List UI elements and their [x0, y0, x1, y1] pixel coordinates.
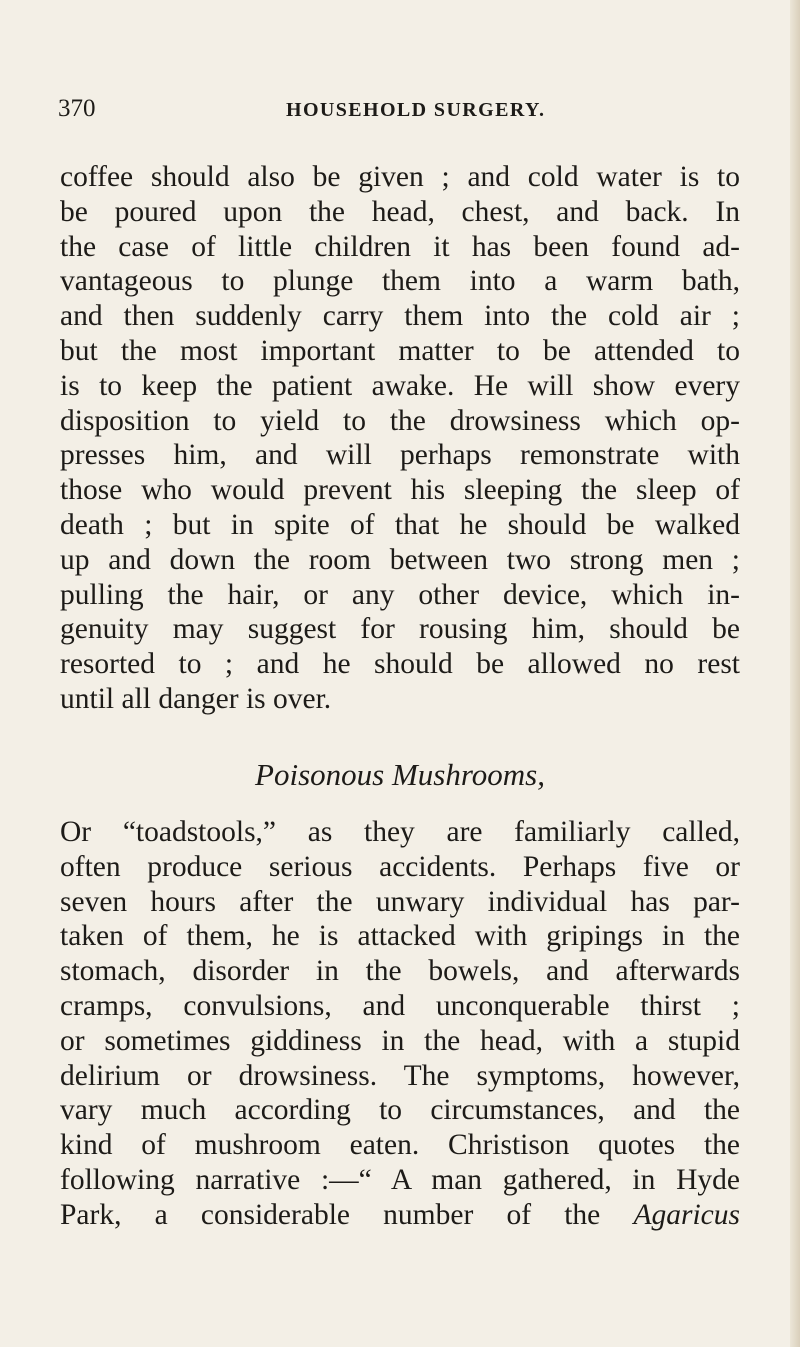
text-line: cramps, convulsions, and unconquerable thirst ; — [60, 989, 740, 1022]
text-line: coffee should also be given ; and cold water is to — [60, 161, 740, 193]
text-line: the case of little children it has been found ad- — [60, 230, 740, 263]
text-line: is to keep the patient awake. He will show every — [60, 369, 740, 402]
text-line: seven hours after the unwary individual has par- — [60, 885, 740, 918]
section-heading: Poisonous Mushrooms, — [255, 757, 545, 792]
text-line: Or “toadstools,” as they are familiarly called, — [60, 816, 740, 848]
italic-term: Agaricus — [633, 1198, 740, 1231]
paragraph-1 — [60, 160, 740, 717]
text-line: presses him, and will perhaps remonstrate with — [60, 439, 740, 472]
text-line: be poured upon the head, chest, and back. In — [60, 195, 740, 228]
text-line: pulling the hair, or any other device, which in- — [60, 578, 740, 611]
text-line: those who would prevent his sleeping the sleep of — [60, 474, 740, 507]
text-line: kind of mushroom eaten. Christison quotes the — [60, 1129, 740, 1162]
text-line: disposition to yield to the drowsiness which op- — [60, 404, 740, 437]
page-edge — [790, 0, 800, 1347]
text-line: but the most important matter to be attended to — [60, 334, 740, 367]
paragraph-2 — [60, 815, 740, 1233]
text-line: following narrative :—“ A man gathered, in Hyde — [60, 1163, 740, 1196]
text-line: until all danger is over. — [60, 682, 332, 715]
text-line: genuity may suggest for rousing him, should be — [60, 613, 740, 646]
text-line: often produce serious accidents. Perhaps five or — [60, 850, 740, 883]
text-line: or sometimes giddiness in the head, with a stupid — [60, 1024, 740, 1057]
page-number: 370 — [58, 95, 96, 122]
running-head — [58, 94, 748, 128]
text-line: stomach, disorder in the bowels, and afterwards — [60, 955, 740, 988]
text-line: delirium or drowsiness. The symptoms, however, — [60, 1059, 740, 1092]
text-line: resorted to ; and he should be allowed no rest — [60, 648, 740, 681]
text-line: up and down the room between two strong men ; — [60, 543, 740, 576]
text-line: vary much according to circumstances, and the — [60, 1094, 740, 1127]
text-line: Park, a considerable number of the Agaricus — [60, 1198, 740, 1231]
running-head-title: HOUSEHOLD SURGERY. — [286, 99, 546, 121]
text-line: and then suddenly carry them into the cold air ; — [60, 300, 740, 333]
text-line: vantageous to plunge them into a warm bath, — [60, 265, 740, 298]
text-line: taken of them, he is attacked with gripings in the — [60, 920, 740, 953]
text-line: death ; but in spite of that he should be walked — [60, 508, 740, 541]
